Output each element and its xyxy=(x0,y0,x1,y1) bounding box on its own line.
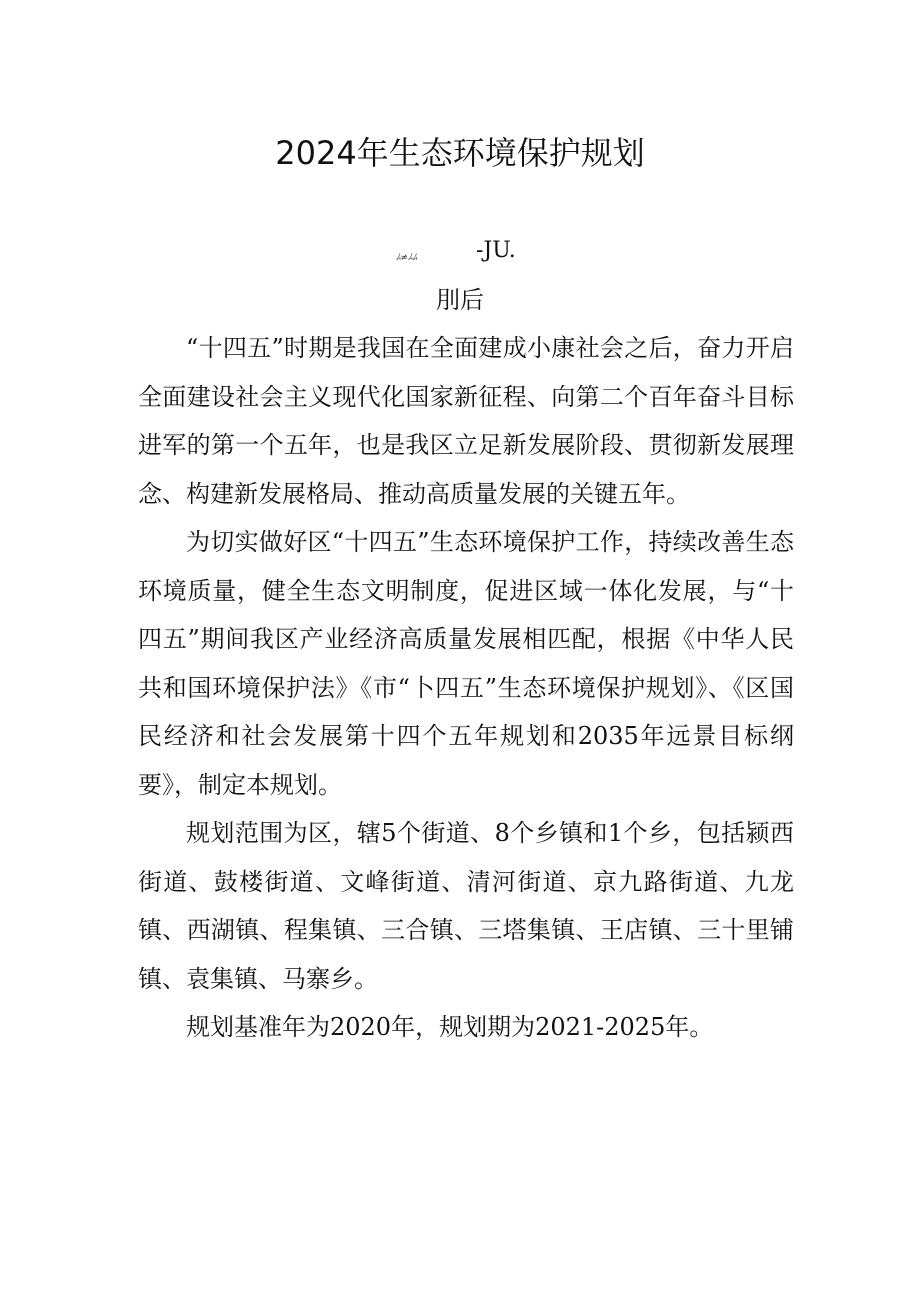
document-title: 2024年生态环境保护规划 xyxy=(275,134,645,172)
paragraph: 为切实做好区“十四五”生态环境保护工作，持续改善生态环境质量，健全生态文明制度，促进区域一体化发展，与“十四五”期间我区产业经济高质量发展相匹配，根据《中华人民共和国环境保护法》《市“卜四五”生态环境保护规划》、《区国民经济和社会发展第十四个五年规划和2035年远景目标纲要》，制定本规划。 xyxy=(138,528,794,799)
paragraph: “十四五”时期是我国在全面建成小康社会之后，奋力开启全面建设社会主义现代化国家新征程、向第二个百年奋斗目标进军的第一个五年，也是我区立足新发展阶段、贯彻新发展理念、构建新发展格局、推动高质量发展的关键五年。 xyxy=(138,334,794,508)
document-body xyxy=(138,324,794,1052)
section-heading-preface: 刖后 xyxy=(436,286,484,314)
paragraph: 规划基准年为2020年，规划期为2021-2025年。 xyxy=(186,1013,714,1041)
paragraph: 规划范围为区，辖5个街道、8个乡镇和1个乡，包括颍西街道、鼓楼街道、文峰街道、清河街道、京九路街道、九龙镇、西湖镇、程集镇、三合镇、三塔集镇、王店镇、三十里铺镇、袁集镇、马寨乡。 xyxy=(138,819,794,993)
scan-artifact-text: -JU. xyxy=(476,238,516,263)
scan-artifact-mark: ﾑ≠ﾑﾑ xyxy=(396,253,418,263)
